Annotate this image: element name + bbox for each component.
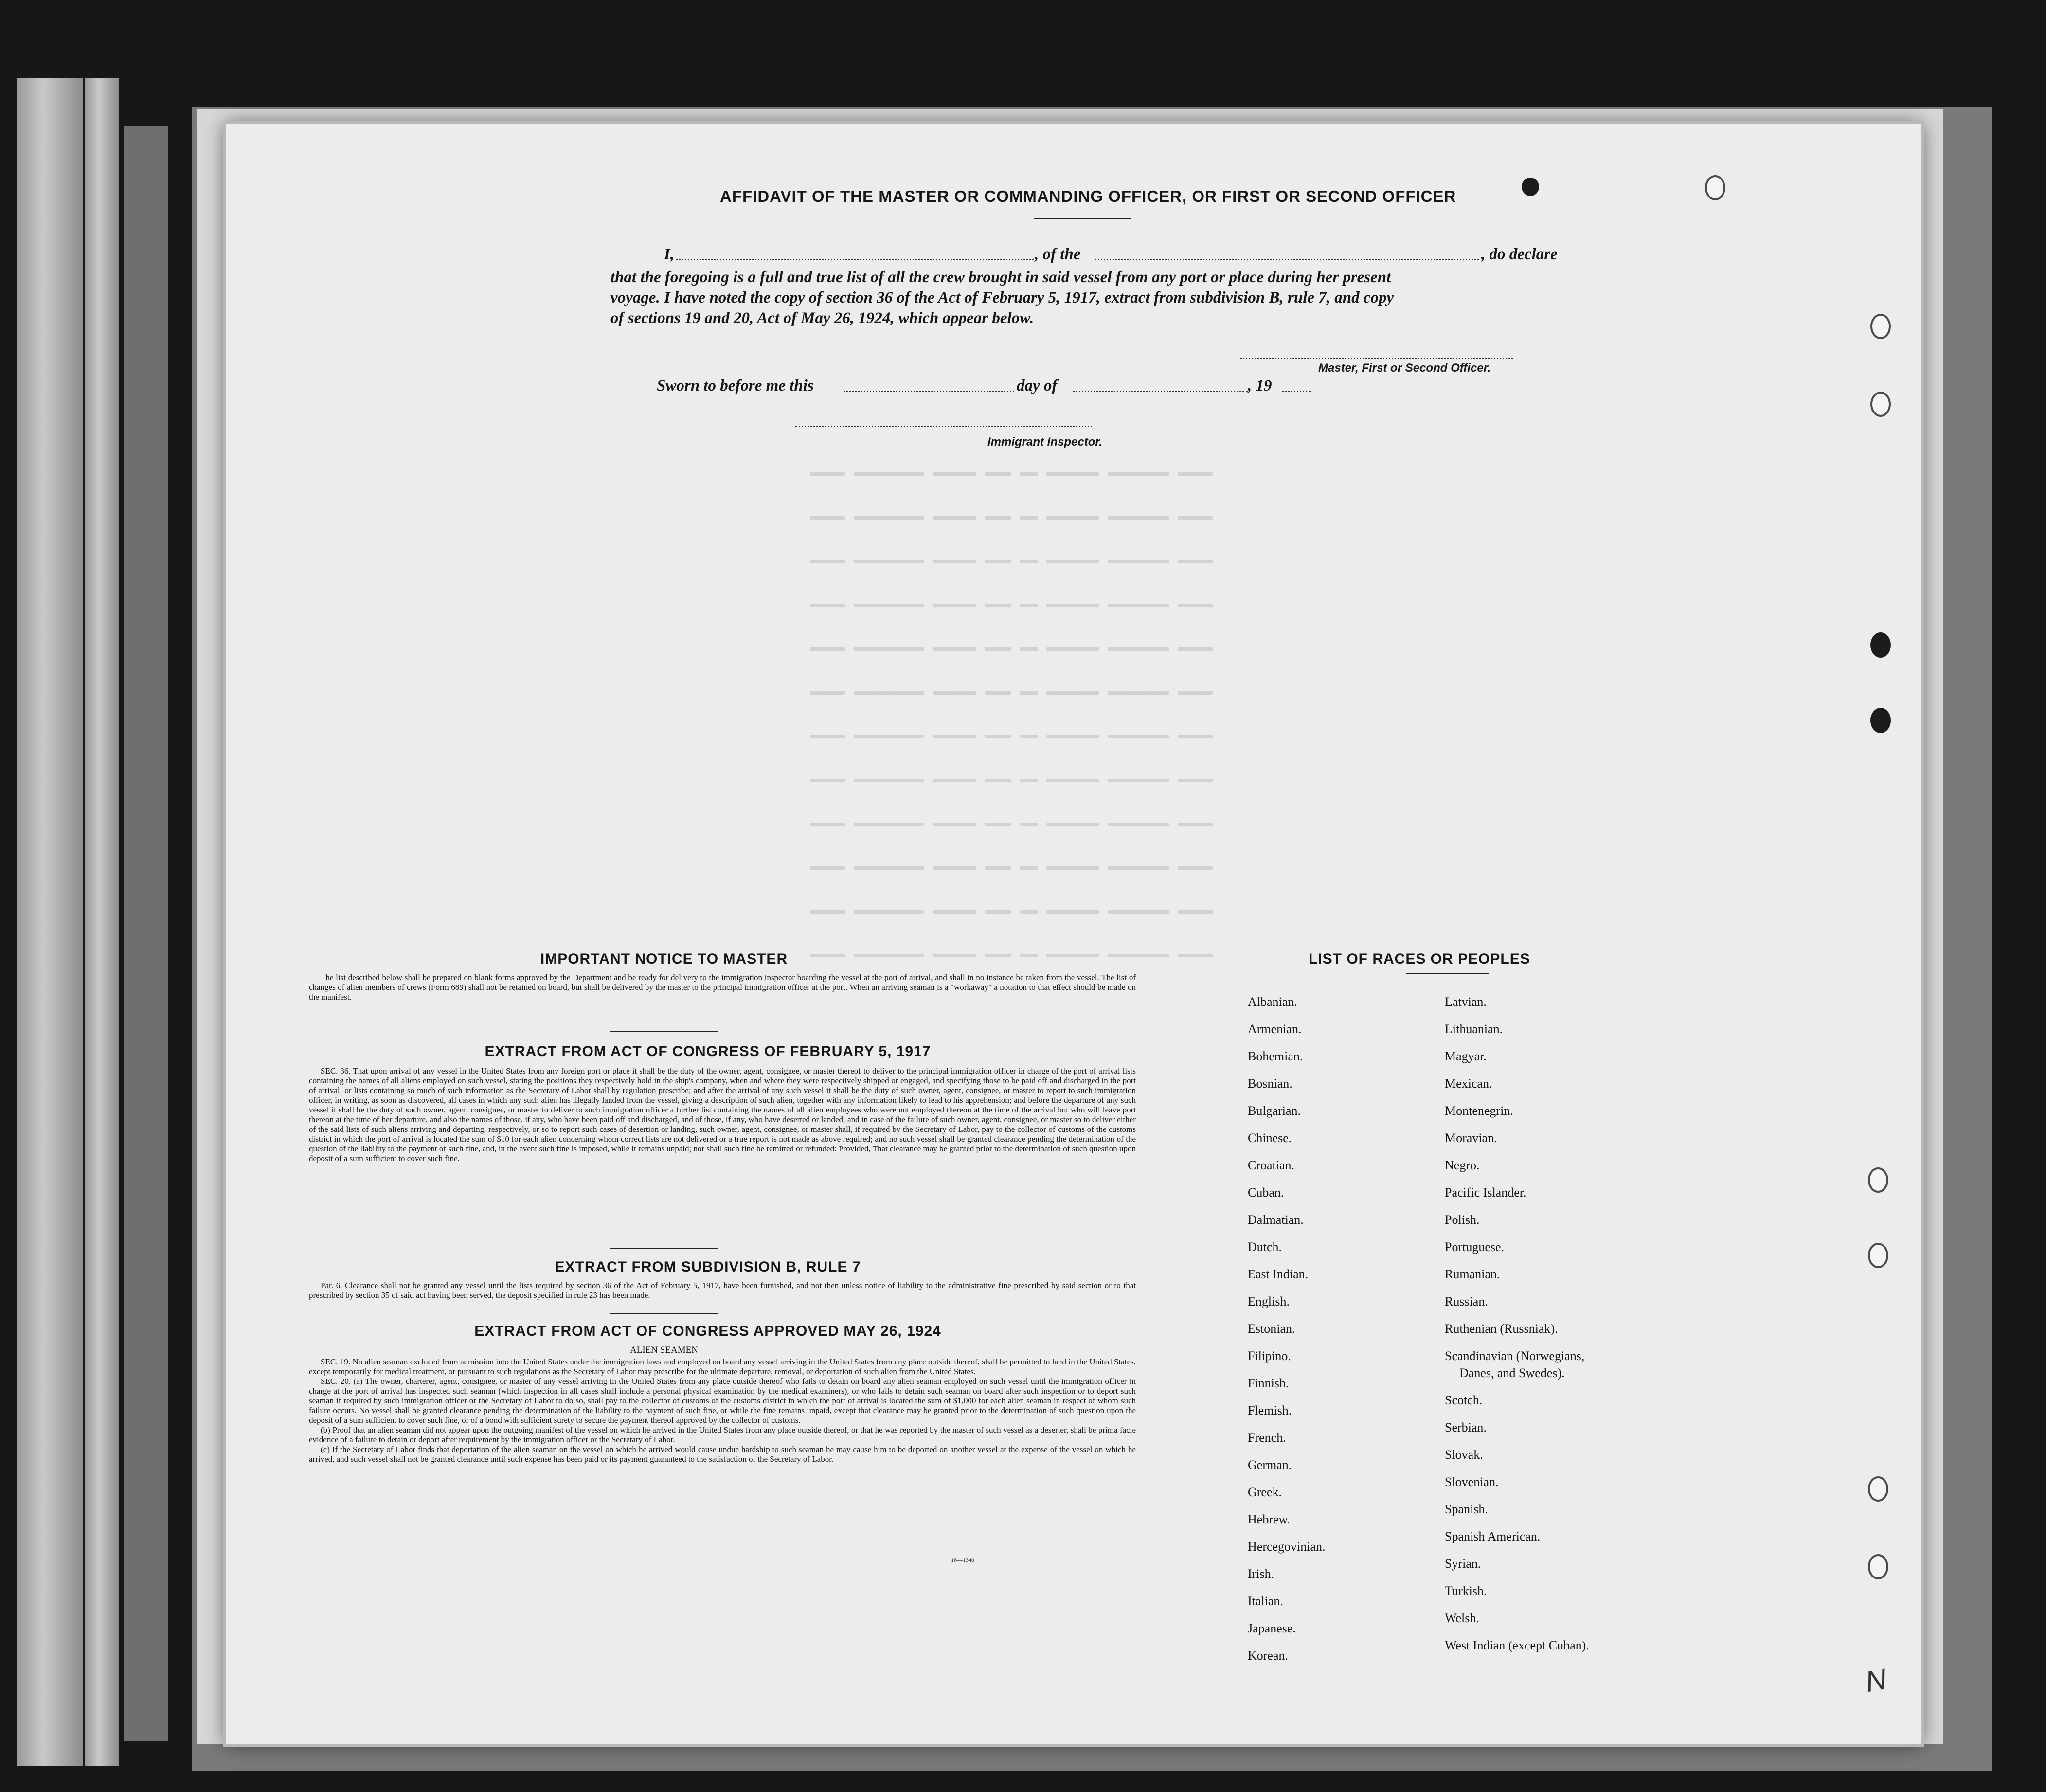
race-item: Flemish.: [1248, 1403, 1292, 1417]
bleed-through: ▬▬▬▬ ▬▬▬▬▬▬▬▬ ▬▬▬▬▬ ▬▬▬ ▬▬ ▬▬▬▬▬▬ ▬▬▬▬▬▬▬ ▬▬▬▬: [810, 902, 1213, 919]
sworn-day-blank: [844, 391, 1014, 392]
race-item: Mexican.: [1445, 1076, 1492, 1091]
title-rule: [1406, 973, 1489, 974]
extract-1924-title: EXTRACT FROM ACT OF CONGRESS APPROVED MAY 26, 1924: [474, 1323, 941, 1339]
race-item: West Indian (except Cuban).: [1445, 1638, 1589, 1652]
race-item: English.: [1248, 1294, 1290, 1308]
race-item: East Indian.: [1248, 1267, 1309, 1281]
alien-seamen-subtitle: ALIEN SEAMEN: [630, 1345, 698, 1355]
punch-hole: [1870, 708, 1891, 733]
race-item: Polish.: [1445, 1213, 1480, 1227]
race-item: Rumanian.: [1445, 1267, 1500, 1281]
race-item: Moravian.: [1445, 1131, 1497, 1145]
document-page: [226, 124, 1921, 1744]
sworn-year-blank: [1282, 391, 1311, 392]
punch-hole: [1868, 1554, 1888, 1579]
race-item: Estonian.: [1248, 1322, 1295, 1336]
affidavit-i: I,: [664, 246, 675, 263]
races-list-left: [1248, 995, 1442, 1676]
sec-36-paragraph: SEC. 36. That upon arrival of any vessel in the United States from any foreign port or place it shall be the duty of the owner, agent, consignee, or master thereof to deliver to the principal immigration officer in charge of the port of arrival lists containing the names of all aliens employed on such vessel, stating the positions they respectively hold in the ship's company, when and where they were respectively shipped or engaged, and specifying those to be paid off and discharged in the port of arrival; or lists containing so much of such information as the Secretary of Labor shall by regulation prescribe; and after the arrival of any such vessel it shall be the duty of such owner, agent, consignee, or master to report to such immigration officer, in writing, as soon as discovered, all cases in which any such alien has illegally landed from the vessel, giving a description of such alien, together with any information likely to lead to his apprehension; and before the departure of any such vessel it shall be the duty of such owner, agent, consignee, or master to deliver to such immigration officer a further list containing the names of all alien employees who were not employed thereon at the time of the arrival but who will leave port thereon at the time of her departure, and also the names of those, if any, who have been paid off and discharged, and of those, if any, who have deserted or landed; and in case of the failure of such owner, agent, consignee, or master so to deliver either of the said lists of such aliens arriving and departing, respectively, or so to report such cases of desertion or landing, such owner, agent, consignee, or master shall, if required by the Secretary of Labor, pay to the collector of customs of the customs district in which the port of arrival is located the sum of $10 for each alien concerning whom correct lists are not delivered or a true report is not made as above required; and no such vessel shall be granted clearance pending the determination of the question of the liability to the payment of such fine, and, in the event such fine is imposed, while it remains unpaid; nor shall such fine be remitted or refunded: Provided, That clearance may be granted prior to the determination of such question upon deposit of a sum sufficient to cover such fine.: [309, 1066, 1136, 1163]
race-item: Hercegovinian.: [1248, 1540, 1326, 1554]
race-item: Chinese.: [1248, 1131, 1292, 1145]
bleed-through: ▬▬▬▬ ▬▬▬▬▬▬▬▬ ▬▬▬▬▬ ▬▬▬ ▬▬ ▬▬▬▬▬▬ ▬▬▬▬▬▬▬ ▬▬▬▬: [810, 859, 1213, 875]
bleed-through: ▬▬▬▬ ▬▬▬▬▬▬▬▬ ▬▬▬▬▬ ▬▬▬ ▬▬ ▬▬▬▬▬▬ ▬▬▬▬▬▬▬ ▬▬▬▬: [810, 465, 1213, 481]
race-item: Portuguese.: [1445, 1240, 1505, 1254]
race-item: Finnish.: [1248, 1376, 1289, 1390]
race-item: Filipino.: [1248, 1349, 1291, 1363]
race-item: Dalmatian.: [1248, 1213, 1304, 1227]
sworn-month-blank: [1073, 391, 1248, 392]
race-item: Spanish American.: [1445, 1529, 1541, 1543]
race-item: Bulgarian.: [1248, 1104, 1301, 1118]
affidavit-body-line: that the foregoing is a full and true list of all the crew brought in said vessel from any port or place during her present: [610, 269, 1391, 286]
race-item: Ruthenian (Russniak).: [1445, 1322, 1558, 1336]
notice-paragraph: The list described below shall be prepared on blank forms approved by the Department and be ready for delivery to the immigration inspector boarding the vessel at the port of arrival, and shall in no instance be taken from the vessel. The list of changes of alien members of crews (Form 689) shall not be retained on board, but shall be delivered by the master to the principal immigration officer at the port. When an arriving seaman is a "workaway" a notation to that effect should be made on the manifest.: [309, 973, 1136, 1002]
section-rule: [610, 1031, 718, 1032]
race-item: Japanese.: [1248, 1621, 1296, 1635]
races-title: LIST OF RACES OR PEOPLES: [1309, 951, 1530, 967]
affidavit-title: AFFIDAVIT OF THE MASTER OR COMMANDING OFFICER, OR FIRST OR SECOND OFFICER: [720, 187, 1456, 205]
race-item-line: Danes, and Swedes).: [1459, 1366, 1565, 1380]
race-item: Spanish.: [1445, 1502, 1488, 1516]
sec-20c-paragraph: (c) If the Secretary of Labor finds that deportation of the alien seaman on the vessel on which he arrived would cause undue hardship to such seaman he may cause him to be deported on another vessel at the expense of the vessel on which he arrived, and such vessel shall not be granted clearance until such expense has been paid or its payment guaranteed to the satisfaction of the Secretary of Labor.: [309, 1445, 1136, 1464]
race-item: Hebrew.: [1248, 1512, 1291, 1526]
back-sheet: [124, 126, 168, 1741]
race-item: Montenegrin.: [1445, 1104, 1513, 1118]
race-item: Negro.: [1445, 1158, 1480, 1172]
bleed-through: ▬▬▬▬ ▬▬▬▬▬▬▬▬ ▬▬▬▬▬ ▬▬▬ ▬▬ ▬▬▬▬▬▬ ▬▬▬▬▬▬▬ ▬▬▬▬: [810, 552, 1213, 569]
bleed-through: ▬▬▬▬ ▬▬▬▬▬▬▬▬ ▬▬▬▬▬ ▬▬▬ ▬▬ ▬▬▬▬▬▬ ▬▬▬▬▬▬▬ ▬▬▬▬: [810, 815, 1213, 831]
sec-19-paragraph: SEC. 19. No alien seaman excluded from admission into the United States under the immigration laws and employed on board any vessel arriving in the United States from any place outside thereof, shall be permitted to land in the United States, except temporarily for medical treatment, or pursuant to such regulations as the Secretary of Labor may prescribe for the ultimate departure, removal, or deportation of such alien from the United States.: [309, 1357, 1136, 1376]
section-rule: [610, 1248, 718, 1249]
name-blank: [676, 259, 1034, 260]
extract-1917-title: EXTRACT FROM ACT OF CONGRESS OF FEBRUARY 5, 1917: [485, 1043, 931, 1059]
race-item: Magyar.: [1445, 1049, 1487, 1063]
punch-hole: [1870, 392, 1891, 417]
affidavit-of-the: , of the: [1035, 246, 1081, 263]
race-item: Turkish.: [1445, 1584, 1487, 1598]
punch-hole: [1705, 175, 1725, 200]
race-item: Armenian.: [1248, 1022, 1302, 1036]
race-item: Lithuanian.: [1445, 1022, 1503, 1036]
punch-hole: [1868, 1167, 1888, 1193]
race-item: German.: [1248, 1458, 1292, 1472]
race-item: Irish.: [1248, 1567, 1274, 1581]
extract-1924-text: [309, 1357, 1136, 1464]
race-item: Italian.: [1248, 1594, 1283, 1608]
bleed-through: ▬▬▬▬ ▬▬▬▬▬▬▬▬ ▬▬▬▬▬ ▬▬▬ ▬▬ ▬▬▬▬▬▬ ▬▬▬▬▬▬▬ ▬▬▬▬: [810, 771, 1213, 788]
form-number: 16—1340: [951, 1557, 974, 1563]
race-item: Syrian.: [1445, 1557, 1481, 1571]
race-item-line: Scandinavian (Norwegians,: [1445, 1349, 1585, 1363]
race-item: French.: [1248, 1431, 1286, 1445]
inspector-blank: [795, 426, 1092, 427]
race-item: Pacific Islander.: [1445, 1185, 1526, 1200]
section-rule: [610, 1313, 718, 1314]
race-item: Greek.: [1248, 1485, 1282, 1499]
race-item: Korean.: [1248, 1649, 1289, 1663]
race-item: [1445, 1366, 1659, 1393]
affidavit-body-line: voyage. I have noted the copy of section 36 of the Act of February 5, 1917, extract from subdivision B, rule 7, and copy: [610, 289, 1394, 306]
punch-hole: [1870, 632, 1891, 658]
punch-hole: [1522, 178, 1539, 196]
bleed-through: ▬▬▬▬ ▬▬▬▬▬▬▬▬ ▬▬▬▬▬ ▬▬▬ ▬▬ ▬▬▬▬▬▬ ▬▬▬▬▬▬▬ ▬▬▬▬: [810, 640, 1213, 656]
signature-label: Master, First or Second Officer.: [1318, 361, 1491, 375]
sec-20b-paragraph: (b) Proof that an alien seaman did not appear upon the outgoing manifest of the vessel on which he arrived in the United States from any place outside thereof, or that he was reported by the master of such vessel as a deserter, shall be prima facie evidence of a failure to detain or deport after requirement by the immigration officer or the Secretary of Labor.: [309, 1425, 1136, 1444]
race-item: Dutch.: [1248, 1240, 1282, 1254]
bleed-through: ▬▬▬▬ ▬▬▬▬▬▬▬▬ ▬▬▬▬▬ ▬▬▬ ▬▬ ▬▬▬▬▬▬ ▬▬▬▬▬▬▬ ▬▬▬▬: [810, 683, 1213, 700]
extract-rule7-title: EXTRACT FROM SUBDIVISION B, RULE 7: [555, 1259, 861, 1275]
notice-title: IMPORTANT NOTICE TO MASTER: [540, 951, 788, 967]
bleed-through: ▬▬▬▬ ▬▬▬▬▬▬▬▬ ▬▬▬▬▬ ▬▬▬ ▬▬ ▬▬▬▬▬▬ ▬▬▬▬▬▬▬ ▬▬▬▬: [810, 596, 1213, 612]
race-item: Russian.: [1445, 1294, 1488, 1308]
punch-hole: [1868, 1243, 1888, 1268]
extract-1917-text: [309, 1066, 1136, 1164]
race-item: Cuban.: [1248, 1185, 1284, 1200]
race-item: Slovenian.: [1445, 1475, 1499, 1489]
affidavit-do-declare: , do declare: [1481, 246, 1558, 263]
race-item: Croatian.: [1248, 1158, 1295, 1172]
sec-20a-paragraph: SEC. 20. (a) The owner, charterer, agent, consignee, or master of any vessel arriving in the United States from any place outside thereof who fails to detain on board any alien seaman employed on such vessel until the immigration officer in charge at the port of arrival has inspected such seaman (which inspection in all cases shall include a personal physical examination by the medical examiners), or who fails to detain such seaman on board after such inspection or to deport such seaman if required by such immigration officer or the Secretary of Labor to do so, shall pay to the collector of customs of the customs district in which the port of arrival is located the sum of $1,000 for each alien seaman in respect of whom such failure occurs. No vessel shall be granted clearance pending the determination of the liability to the payment of such fine, or while the fine remains unpaid, except that clearance may be granted prior to the determination of such question upon the deposit of a sum sufficient to cover such fine, or of a bond with sufficient surety to secure the payment thereof approved by the collector of customs.: [309, 1377, 1136, 1425]
race-item: Slovak.: [1445, 1448, 1483, 1462]
sworn-text: Sworn to before me this: [657, 377, 814, 394]
signature-blank: [1240, 358, 1513, 359]
races-list-right: [1445, 995, 1659, 1666]
bleed-through: ▬▬▬▬ ▬▬▬▬▬▬▬▬ ▬▬▬▬▬ ▬▬▬ ▬▬ ▬▬▬▬▬▬ ▬▬▬▬▬▬▬ ▬▬▬▬: [810, 508, 1213, 525]
race-item: Scotch.: [1445, 1393, 1483, 1407]
affidavit-body-line: of sections 19 and 20, Act of May 26, 1924, which appear below.: [610, 309, 1034, 327]
race-item: Bohemian.: [1248, 1049, 1303, 1063]
race-item: Latvian.: [1445, 995, 1487, 1009]
title-rule: [1034, 218, 1131, 219]
race-item: Welsh.: [1445, 1611, 1479, 1625]
race-item: [1445, 1349, 1659, 1366]
race-item: Serbian.: [1445, 1420, 1487, 1434]
race-item: Bosnian.: [1248, 1076, 1292, 1091]
race-item: Albanian.: [1248, 995, 1297, 1009]
binder-strip: [17, 78, 83, 1766]
inspector-label: Immigrant Inspector.: [987, 435, 1103, 448]
pencil-mark: N: [1863, 1662, 1889, 1699]
bleed-through: ▬▬▬▬ ▬▬▬▬▬▬▬▬ ▬▬▬▬▬ ▬▬▬ ▬▬ ▬▬▬▬▬▬ ▬▬▬▬▬▬▬ ▬▬▬▬: [810, 946, 1213, 963]
punch-hole: [1870, 314, 1891, 339]
par-6-paragraph: Par. 6. Clearance shall not be granted any vessel until the lists required by section 36 of the Act of February 5, 1917, have been furnished, and not then unless notice of liability to the administrative fine prescribed by said section or to that prescribed by section 35 of said act having been served, the deposit specified in rule 23 has been made.: [309, 1281, 1136, 1300]
vessel-blank: [1095, 259, 1479, 260]
binder-strip: [85, 78, 119, 1766]
punch-hole: [1868, 1476, 1888, 1502]
sworn-day-of: day of: [1017, 377, 1058, 394]
bleed-through: ▬▬▬▬ ▬▬▬▬▬▬▬▬ ▬▬▬▬▬ ▬▬▬ ▬▬ ▬▬▬▬▬▬ ▬▬▬▬▬▬▬ ▬▬▬▬: [810, 727, 1213, 744]
notice-text: [309, 973, 1136, 1002]
extract-rule7-text: [309, 1281, 1136, 1300]
sworn-year: , 19: [1248, 377, 1272, 394]
